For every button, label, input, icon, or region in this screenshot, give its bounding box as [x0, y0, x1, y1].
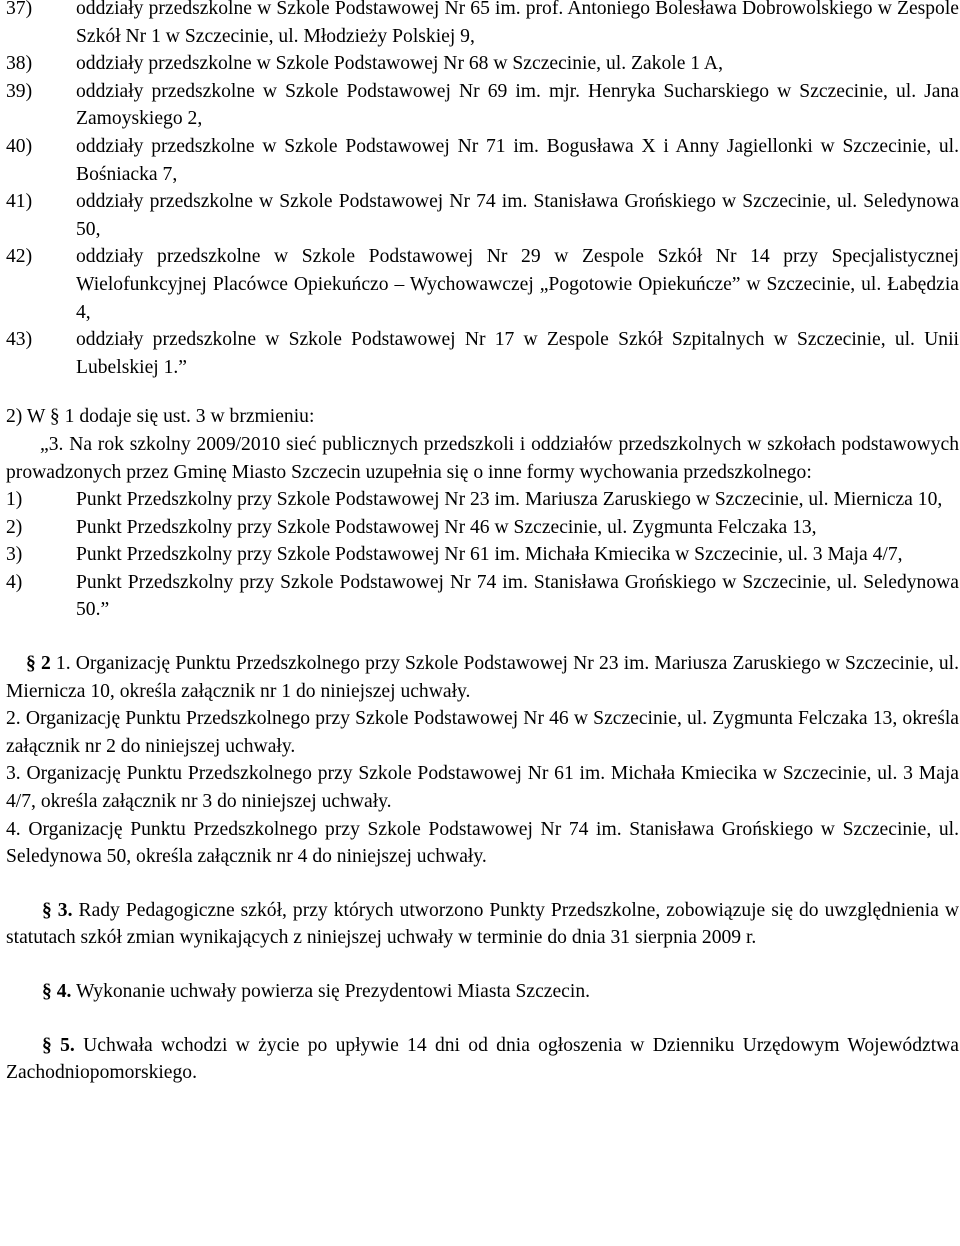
list-item — [6, 0, 959, 50]
item-number: 2. — [6, 708, 21, 730]
list-item — [6, 188, 959, 243]
section-text: Uchwała wchodzi w życie po upływie 14 dni od dnia ogłoszenia w Dzienniku Urzędowym Województwa Zachodniopomorskiego. — [6, 1034, 959, 1084]
amendment-label: 2) W — [6, 406, 46, 428]
paragraph-text: Na rok szkolny 2009/2010 sieć publicznych przedszkoli i oddziałów przedszkolnych w szkołach podstawowych prowadzonych przez Gminę Miasto Szczecin uzupełnia się o inne formy wychowania przedszkolnego: — [6, 433, 959, 483]
item-number: 42) — [6, 246, 33, 268]
section-text: Rady Pedagogiczne szkół, przy których utworzono Punkty Przedszkolne, zobowiązuje się do uwzględnienia w statutach szkół zmian wynikających z niniejszej uchwały w terminie do dnia 31 sierpnia 2009 r. — [6, 899, 959, 949]
section-label: 5. — [60, 1034, 75, 1056]
section-text: Wykonanie uchwały powierza się Prezydentowi Miasta Szczecin. — [75, 981, 591, 1002]
section-label: 2 — [40, 653, 51, 675]
item-number: 3) — [6, 544, 23, 566]
list-item — [6, 326, 959, 381]
section-2-item — [6, 816, 959, 871]
item-text: oddziały przedszkolne w Szkole Podstawowej Nr 29 w Zespole Szkół Nr 14 przy Specjalistycznej Wielofunkcyjnej Placówce Opiekuńczo – Wychowawczej „Pogotowie Opiekuńcze” w Szczecinie, ul. Łabędzia 4, — [76, 246, 959, 323]
section-label: 3. — [57, 899, 73, 921]
list-item — [6, 541, 959, 569]
item-text: oddziały przedszkolne w Szkole Podstawowej Nr 71 im. Bogusława X i Anny Jagiellonki w Szczecinie, ul. Bośniacka 7, — [76, 135, 959, 185]
item-text: oddziały przedszkolne w Szkole Podstawowej Nr 74 im. Stanisława Grońskiego w Szczecinie, ul. Seledynowa 50, — [76, 191, 959, 240]
item-number: 39) — [6, 80, 33, 102]
item-text: Organizację Punktu Przedszkolnego przy Szkole Podstawowej Nr 61 im. Michała Kmiecika w Szczecinie, ul. 3 Maja 4/7, określa załącznik nr 3 do niniejszej uchwały. — [6, 763, 959, 813]
section-3 — [6, 897, 959, 952]
section-2-item — [6, 760, 959, 815]
section-symbol: § — [42, 1034, 52, 1056]
item-number: 41) — [6, 191, 33, 213]
amendment-section: 1 — [64, 406, 75, 428]
section-symbol: § — [49, 406, 60, 428]
item-text: Organizację Punktu Przedszkolnego przy Szkole Podstawowej Nr 74 im. Stanisława Grońskiego w Szczecinie, ul. Seledynowa 50, określa załącznik nr 4 do niniejszej uchwały. — [6, 818, 959, 868]
amendment-heading — [6, 403, 959, 431]
item-number: 1. — [55, 653, 71, 675]
item-text: Punkt Przedszkolny przy Szkole Podstawowej Nr 23 im. Mariusza Zaruskiego w Szczecinie, ul. Miernicza 10, — [76, 489, 943, 511]
list-item — [6, 133, 959, 188]
section-symbol: § — [26, 653, 36, 675]
section-label: 4. — [56, 981, 72, 1002]
item-number: 3. — [6, 763, 21, 785]
list-item — [6, 514, 959, 542]
item-number: 4. — [6, 818, 21, 840]
list-item — [6, 78, 959, 133]
item-text: Organizację Punktu Przedszkolnego przy Szkole Podstawowej Nr 46 w Szczecinie, ul. Zygmunta Felczaka 13, określa załącznik nr 2 do niniejszej uchwały. — [6, 708, 959, 757]
item-number: 1) — [6, 489, 23, 511]
item-number: 4) — [6, 571, 23, 593]
item-number: 37) — [6, 0, 33, 19]
section-2-item — [6, 705, 959, 760]
item-text: oddziały przedszkolne w Szkole Podstawowej Nr 68 w Szczecinie, ul. Zakole 1 A, — [76, 53, 723, 75]
section-symbol: § — [42, 899, 52, 921]
amendment-rest: dodaje się ust. 3 w brzmieniu: — [79, 406, 315, 428]
section-symbol: § — [42, 981, 52, 1002]
section-2-item — [6, 650, 959, 705]
item-text: oddziały przedszkolne w Szkole Podstawowej Nr 65 im. prof. Antoniego Bolesława Dobrowolskiego w Zespole Szkół Nr 1 w Szczecinie, ul. Młodzieży Polskiej 9, — [76, 0, 959, 47]
item-text: oddziały przedszkolne w Szkole Podstawowej Nr 17 w Zespole Szkół Szpitalnych w Szczecinie, ul. Unii Lubelskiej 1.” — [76, 329, 959, 378]
amendment-paragraph — [6, 431, 959, 486]
item-number: 40) — [6, 135, 33, 157]
item-number: 38) — [6, 53, 33, 75]
item-text: oddziały przedszkolne w Szkole Podstawowej Nr 69 im. mjr. Henryka Sucharskiego w Szczecinie, ul. Jana Zamoyskiego 2, — [76, 80, 959, 130]
list-item — [6, 569, 959, 624]
item-text: Punkt Przedszkolny przy Szkole Podstawowej Nr 74 im. Stanisława Grońskiego w Szczecinie, ul. Seledynowa 50.” — [76, 571, 959, 621]
list-item — [6, 50, 959, 78]
paragraph-lead: „3. — [40, 433, 64, 455]
list-b — [6, 486, 959, 624]
item-text: Punkt Przedszkolny przy Szkole Podstawowej Nr 46 w Szczecinie, ul. Zygmunta Felczaka 13, — [76, 516, 817, 538]
list-item — [6, 486, 959, 514]
document-page — [6, 0, 959, 1087]
section-5 — [6, 1032, 959, 1087]
item-text: Organizację Punktu Przedszkolnego przy Szkole Podstawowej Nr 23 im. Mariusza Zaruskiego w Szczecinie, ul. Miernicza 10, określa załącznik nr 1 do niniejszej uchwały. — [6, 653, 959, 702]
item-number: 2) — [6, 516, 23, 538]
list-a — [6, 0, 959, 381]
section-2 — [6, 650, 959, 871]
item-number: 43) — [6, 329, 33, 351]
list-item — [6, 243, 959, 326]
item-text: Punkt Przedszkolny przy Szkole Podstawowej Nr 61 im. Michała Kmiecika w Szczecinie, ul. 3 Maja 4/7, — [76, 544, 903, 566]
section-4 — [6, 978, 959, 1006]
